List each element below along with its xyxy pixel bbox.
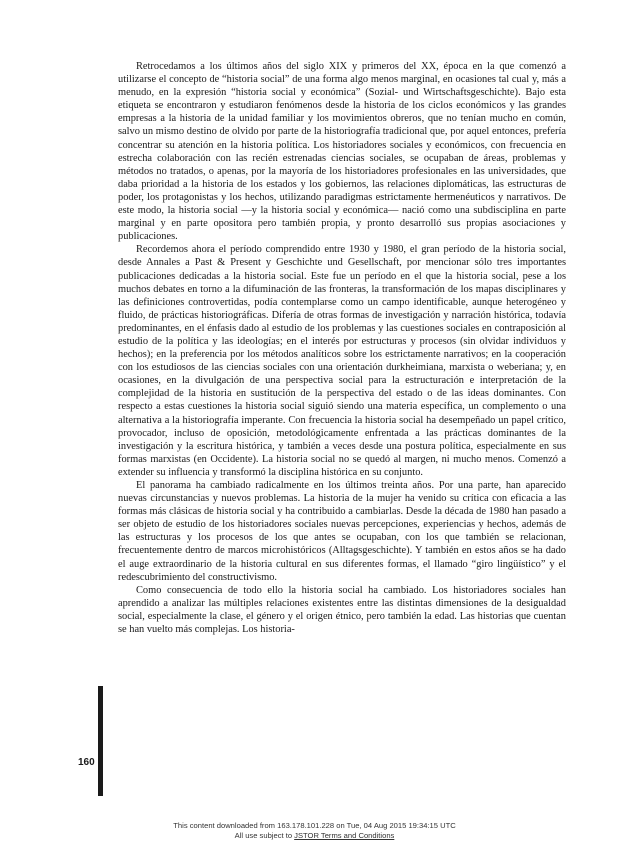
page-number: 160 xyxy=(78,757,95,768)
footer-terms-prefix: All use subject to xyxy=(234,830,295,840)
paragraph-2: Recordemos ahora el período comprendido entre 1930 y 1980, el gran período de la historia social, desde Annales a Past & Present y Geschichte und Gesellschaft, por mencionar sólo tres importantes publicaciones dedicadas a la historia social. Este fue un período en el que la historia social, pese a los muchos debates en torno a la difuminación de las fronteras, la transformación de los mapas disciplinares y las definiciones controvertidas, podía contemplarse como un campo identificable, aunque heterogéneo y fluido, de prácticas historiográficas. Difería de otras formas de investigación y narración histórica, todavía predominantes, en el énfasis dado al estudio de los problemas y las cuestiones sociales en contraposición al estudio de la política y las ideologías; en el interés por estructuras y procesos (sin olvidar individuos y hechos); en la preferencia por los métodos analíticos sobre los estrictamente narrativos; en la cooperación con los estudiosos de las ciencias sociales con una orientación durkheimiana, marxista o weberiana; y, en ocasiones, en la divulgación de una perspectiva social para la estructuración e interpretación de la complejidad de la historia en sustitución de la perspectiva del estado o de las ideas dominantes. Con respecto a estas cuestiones la historia social siguió siendo una materia específica, un complemento o una alternativa a la historiografía imperante. Con frecuencia la historia social ha desempeñado un papel crítico, provocador, incluso de oposición, metodológicamente enfrentada a las prácticas dominantes de la investigación y la escritura histórica, y también a veces desde una postura política, especialmente en sus formas marxistas (en Occidente). La historia social no se quedó al margen, ni mucho menos. Comenzó a extender su influencia y transformó la disciplina histórica en su conjunto. xyxy=(118,244,566,478)
paragraph-4: Como consecuencia de todo ello la historia social ha cambiado. Los historiadores sociales han aprendido a analizar las múltiples relaciones existentes entre las distintas dimensiones de la desigualdad social, especialmente la clase, el género y el origen étnico, pero también la edad. Las historias que cuentan se han vuelto más complejas. Los historia- xyxy=(118,584,566,636)
footer-download-line: This content downloaded from 163.178.101.228 on Tue, 04 Aug 2015 19:34:15 UTC xyxy=(173,821,456,830)
paragraph-1: Retrocedamos a los últimos años del siglo XIX y primeros del XX, época en la que comenzó a utilizarse el concepto de “historia social” de una forma algo menos marginal, en ocasiones tal cual y, más a menudo, en la expresión “historia social y económica” (Sozial- und Wirtschaftsgeschichte). Bajo esta etiqueta se encontraron y estudiaron fenómenos desde la historia de los ciclos económicos y las grandes empresas a la historia de la unidad familiar y los movimientos obreros, que no tenían mucho en común, salvo un mismo destino de olvido por parte de la historiografía tradicional que, por aquel entonces, prefería concentrar su atención en la historia política. Los historiadores sociales y económicos, con frecuencia en estrecha colaboración con las recién estrenadas ciencias sociales, se ocupaban de áreas, problemas y métodos no tratados, o apenas, por la mayoría de los historiadores profesionales en las universidades, que daba prioridad a la historia de los estados y los gobiernos, las relaciones diplomáticas, las estructuras de poder, los protagonistas y los hechos, utilizando paradigmas estrictamente hermenéuticos y narrativos. De este modo, la historia social —y la historia social y económica— nació como una subdisciplina en parte marginal y en parte opositora pero también propia, y pronto desarrolló sus propias asociaciones y publicaciones. xyxy=(118,61,566,243)
jstor-terms-link[interactable]: JSTOR Terms and Conditions xyxy=(294,830,395,840)
paragraph-3: El panorama ha cambiado radicalmente en los últimos treinta años. Por una parte, han aparecido nuevas circunstancias y nuevos problemas. La historia de la mujer ha venido su crítica con eficacia a las formas más clásicas de historia social y ha contribuido a cambiarlas. Desde la década de 1980 han pasado a ser objeto de estudio de los historiadores sociales nuevas percepciones, experiencias y hechos, además de las estructuras y los procesos de los que antes se ocupaban, con los que también se relacionan, frecuentemente dentro de marcos microhistóricos (Alltagsgeschichte). Y también en estos años se ha dado el auge extraordinario de la historia cultural en sus diferentes formas, el llamado “giro lingüístico” y el redescubrimiento del constructivismo. xyxy=(118,480,566,583)
margin-marker-bar xyxy=(98,686,103,796)
download-footer xyxy=(0,821,629,840)
body-text xyxy=(118,60,566,636)
footer-terms-line xyxy=(0,831,629,841)
